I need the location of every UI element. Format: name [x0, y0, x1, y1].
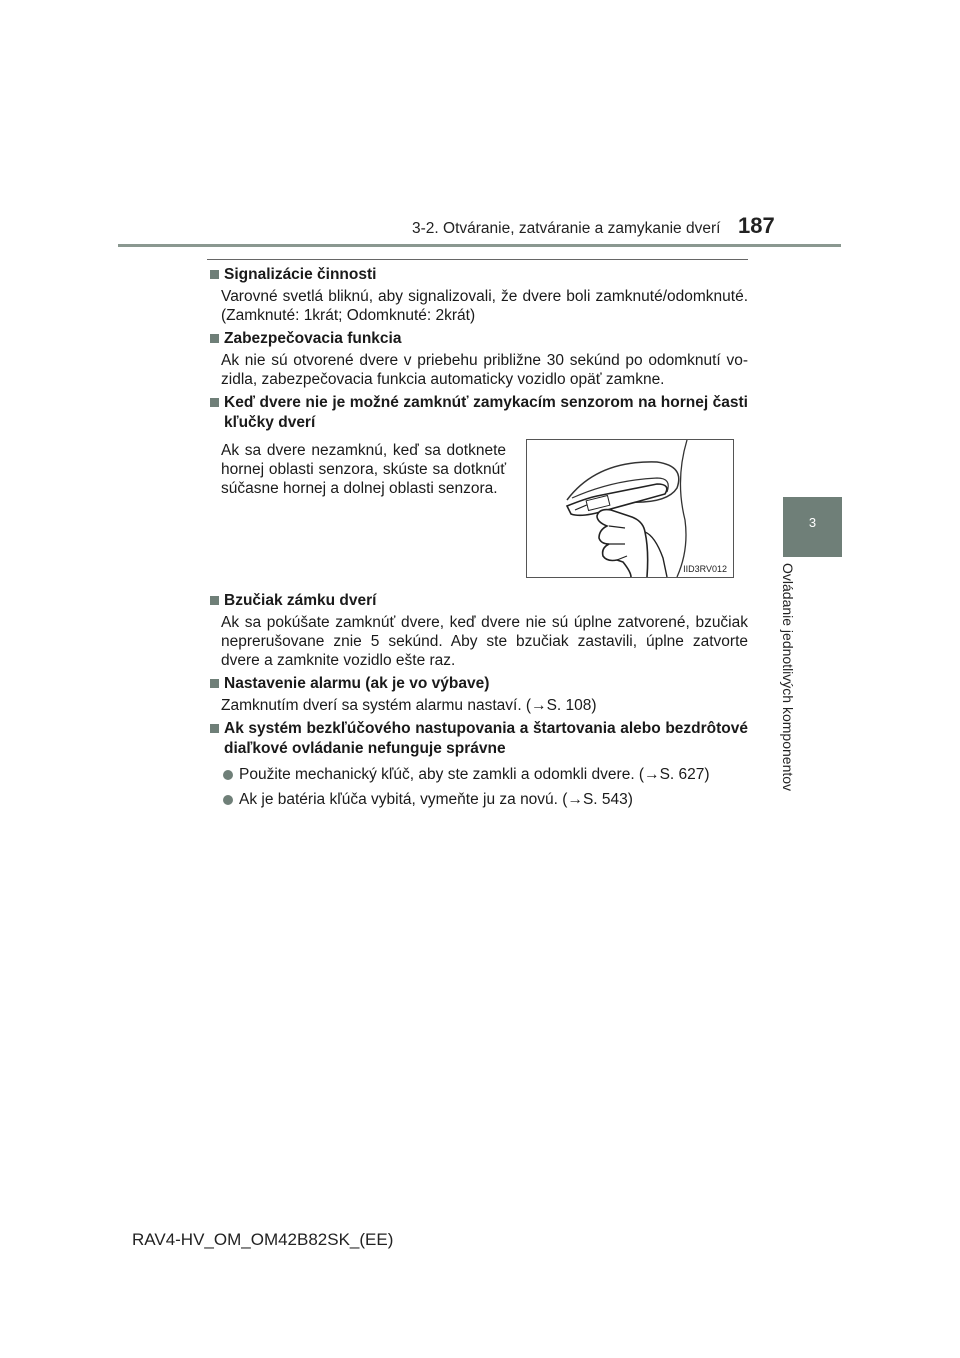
section-heading: Ak systém bezkľúčového nastupovania a štartovania alebo bezdrôtové diaľkové ovládanie nefunguje správne — [210, 719, 748, 759]
section-text: Ak nie sú otvorené dvere v priebehu približne 30 sekúnd po odomknutí vo-zidla, zabezpečovacia funkcia automaticky vozidlo opäť zamkne. — [221, 352, 748, 388]
section-lock-buzzer — [210, 591, 748, 670]
list-item: Použite mechanický kľúč, aby ste zamkli a odomkli dvere. (→S. 627) — [210, 765, 748, 784]
section-signalization — [210, 265, 748, 325]
section-heading: Signalizácie činnosti — [210, 265, 748, 285]
content-rule — [207, 259, 748, 260]
square-bullet-icon — [210, 398, 219, 407]
square-bullet-icon — [210, 596, 219, 605]
round-bullet-icon — [223, 795, 233, 805]
section-security-function — [210, 329, 748, 389]
page-number: 187 — [738, 213, 775, 238]
section-text: Ak sa dvere nezamknú, keď sa dotknete hornej oblasti senzora, skúste sa dotknúť súčasne hornej a dolnej oblasti senzora. — [221, 442, 506, 497]
section-keyless-malfunction — [210, 719, 748, 809]
chapter-side-label: Ovládanie jednotlivých komponentov — [780, 563, 796, 792]
figure-code: IID3RV012 — [683, 564, 727, 574]
section-heading: Keď dvere nie je možné zamknúť zamykacím senzorom na hornej časti kľučky dverí — [210, 393, 748, 433]
chapter-tab-number: 3 — [808, 515, 817, 530]
section-text: Varovné svetlá bliknú, aby signalizovali, že dvere boli zamknuté/odomknuté. (Zamknuté: 1krát; Odomknuté: 2krát) — [221, 288, 748, 324]
round-bullet-icon — [223, 770, 233, 780]
door-handle-illustration — [526, 439, 734, 578]
square-bullet-icon — [210, 334, 219, 343]
footer-document-code: RAV4-HV_OM_OM42B82SK_(EE) — [132, 1230, 394, 1249]
section-text: Ak sa pokúšate zamknúť dvere, keď dvere nie sú úplne zatvorené, bzučiak neprerušovane znie 5 sekúnd. Aby ste bzučiak zastavili, úplne zatvorte dvere a zamknite vozidlo ešte raz. — [221, 614, 748, 669]
header-title: 3-2. Otváranie, zatváranie a zamykanie dverí — [412, 220, 721, 237]
hand-touching-door-handle-icon — [527, 440, 733, 577]
chapter-tab — [783, 497, 842, 557]
section-text: Zamknutím dverí sa systém alarmu nastaví. (→S. 108) — [221, 697, 597, 714]
square-bullet-icon — [210, 270, 219, 279]
section-alarm-setting — [210, 674, 748, 715]
figure-row — [210, 439, 748, 587]
main-content — [210, 265, 748, 813]
header-rule — [118, 244, 841, 247]
section-heading: Zabezpečovacia funkcia — [210, 329, 748, 349]
section-heading: Nastavenie alarmu (ak je vo výbave) — [210, 674, 748, 694]
list-item: Ak je batéria kľúča vybitá, vymeňte ju za novú. (→S. 543) — [210, 790, 748, 809]
square-bullet-icon — [210, 724, 219, 733]
section-heading: Bzučiak zámku dverí — [210, 591, 748, 611]
square-bullet-icon — [210, 679, 219, 688]
section-lock-sensor — [210, 393, 748, 587]
